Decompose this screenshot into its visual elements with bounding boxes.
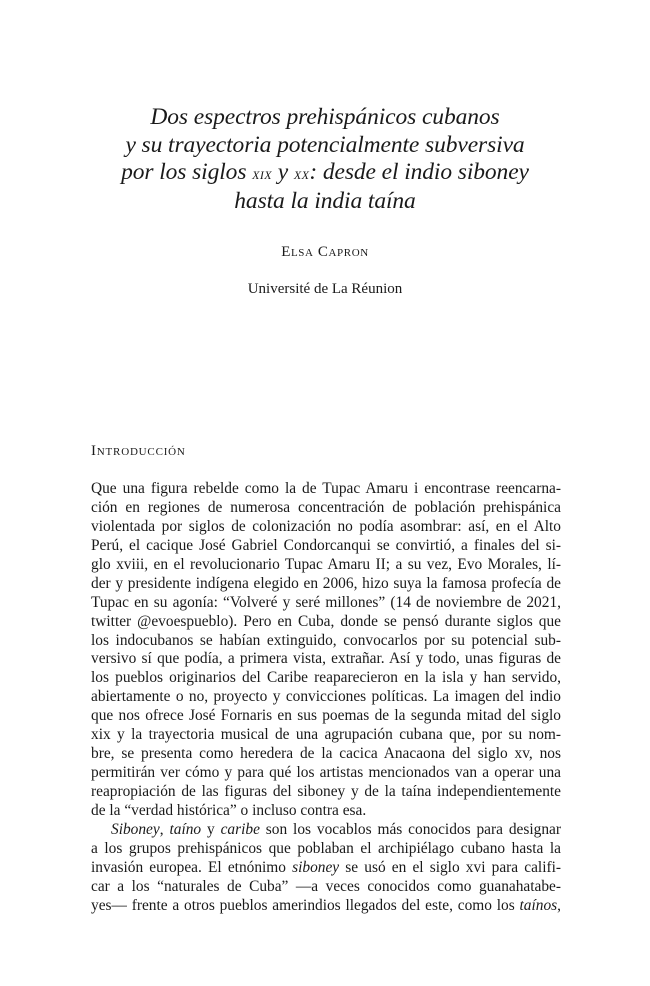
title-line-3-part: por los siglos [121, 159, 253, 185]
title-century-20: xx [293, 164, 310, 183]
paragraph-line: xix y la trayectoria musical de una agrupación cubana que, por su nom- [91, 726, 561, 744]
italic-term: Siboney [111, 820, 160, 838]
paragraph-line: violentada por siglos de colonización no podía asombrar: así, en el Alto [91, 517, 561, 535]
body-text [91, 480, 561, 916]
paragraph-line: versivo sí que podía, a primera vista, extrañar. Así y todo, unas figuras de [91, 650, 561, 668]
paragraph-line: a los grupos prehispánicos que poblaban el archipiélago cubano hasta la [91, 839, 561, 857]
text-run: se usó en el siglo xvi para califi- [339, 858, 561, 876]
text-run: invasión europea. El etnónimo [91, 858, 293, 876]
title-line-3-part: : desde el indio siboney [309, 159, 529, 185]
paragraph-line: los indocubanos se habían extinguido, convocarlos por su potencial sub- [91, 631, 561, 649]
text-run: son los vocablos más conocidos para designar [259, 820, 561, 838]
paragraph-line: Que una figura rebelde como la de Tupac Amaru i encontrase reencarna- [91, 480, 561, 497]
paragraph-line: ción en regiones de numerosa concentración de población prehispánica [91, 498, 561, 516]
paragraph-line: de la “verdad histórica” o incluso contra esa. [91, 801, 367, 819]
title-line-3 [80, 159, 570, 188]
italic-term: siboney [292, 858, 340, 876]
paragraph-line: reapropiación de las figuras del siboney y de la taína independientemente [91, 783, 561, 800]
paragraph-line: twitter @evoespueblo). Pero en Cuba, donde se pensó durante siglos que [91, 612, 561, 630]
text-run: y [201, 820, 221, 838]
paragraph-line: Tupac en su agonía: “Volveré y seré millones” (14 de noviembre de 2021, [91, 593, 561, 611]
text-run: , [159, 820, 170, 838]
paragraph-line: bre, se presenta como heredera de la cacica Anacaona del siglo xv, nos [91, 745, 561, 763]
italic-term: caribe [220, 820, 260, 838]
title-line-1: Dos espectros prehispánicos cubanos [150, 104, 500, 130]
text-run: yes— frente a otros pueblos amerindios llegados del este, como los [91, 896, 520, 914]
paragraph-line [91, 859, 561, 878]
italic-term: taíno [169, 820, 202, 838]
paragraph-line: permitirán ver cómo y para qué los artistas mencionados van a operar una [91, 764, 561, 782]
author-affiliation: Université de La Réunion [247, 281, 403, 297]
author-name: Elsa Capron [281, 244, 369, 260]
paragraph-line: abiertamente o no, proyecto y convicciones políticas. La imagen del indio [91, 688, 561, 706]
paragraph-line: Perú, el cacique José Gabriel Condorcanqui se convirtió, a finales del si- [91, 536, 561, 554]
paragraph-line: car a los “naturales de Cuba” —a veces conocidos como guanahatabe- [91, 877, 561, 895]
article-title [80, 104, 570, 215]
paragraph-line: der y presidente indígena elegido en 2006, hizo suya la famosa profecía de [91, 574, 561, 592]
paragraph-line: los pueblos originarios del Caribe reaparecieron en la isla y han servido, [91, 669, 561, 687]
section-heading: Introducción [91, 443, 186, 459]
italic-term: taínos [519, 896, 558, 914]
title-line-3-part: y [272, 159, 294, 185]
text-run: , [557, 896, 561, 914]
paragraph-line: que nos ofrece José Fornaris en sus poemas de la segunda mitad del siglo [91, 707, 561, 725]
title-line-2: y su trayectoria potencialmente subversiva [125, 131, 525, 158]
title-line-4: hasta la india taína [234, 187, 416, 214]
paragraph-line [91, 897, 561, 916]
title-century-19: xix [252, 164, 273, 183]
paragraph-line: glo xviii, en el revolucionario Tupac Amaru II; a su vez, Evo Morales, lí- [91, 555, 561, 573]
paragraph-line [91, 821, 561, 840]
